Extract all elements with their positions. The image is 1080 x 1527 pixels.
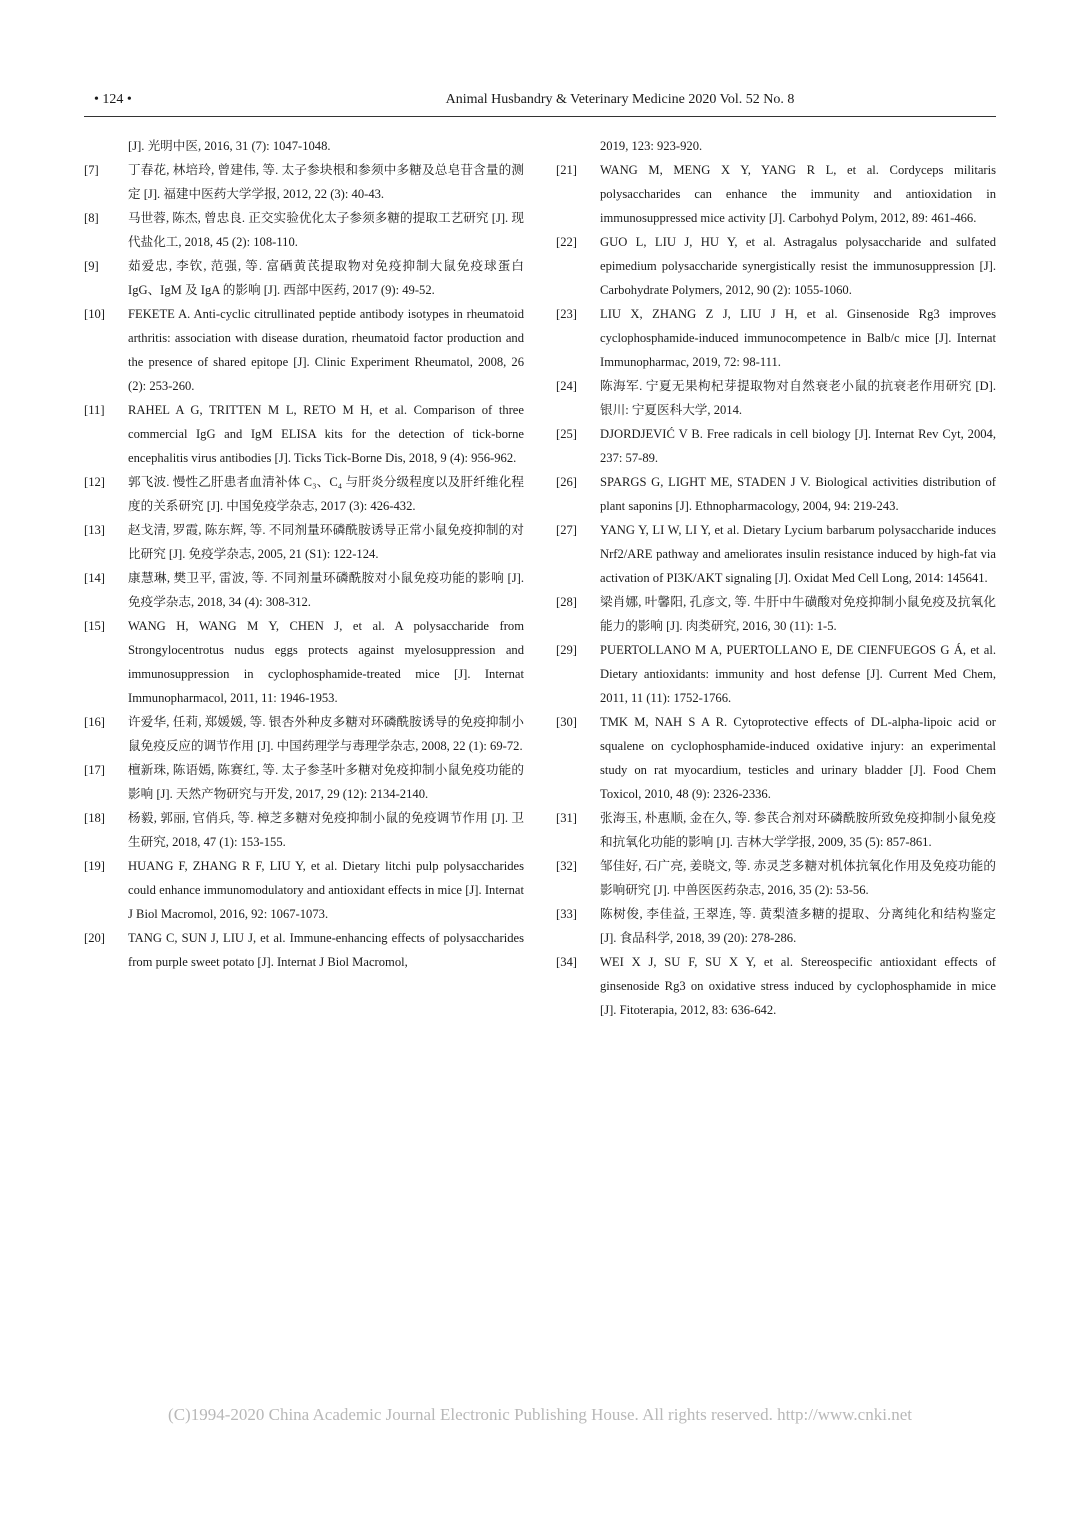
reference-item [84, 470, 524, 518]
reference-item [556, 806, 996, 854]
reference-number: [24] [556, 379, 577, 393]
references-columns [84, 134, 996, 1022]
reference-text: TMK M, NAH S A R. Cytoprotective effects of DL-alpha-lipoic acid or squalene on cyclophosphamide-induced oxidative injury: an experimental study on rat myocardium, testicles and urinary bladder [J]. Food Chem Toxicol, 2010, 48 (9): 2326-2336. [600, 715, 996, 801]
reference-item [556, 638, 996, 710]
reference-number: [7] [84, 163, 99, 177]
reference-number: [19] [84, 859, 105, 873]
reference-text: SPARGS G, LIGHT ME, STADEN J V. Biological activities distribution of plant saponins [J]. Ethnopharmacology, 2004, 94: 219-243. [600, 475, 996, 513]
reference-item [84, 566, 524, 614]
reference-item [84, 758, 524, 806]
reference-text: WEI X J, SU F, SU X Y, et al. Stereospecific antioxidant effects of ginsenoside Rg3 on oxidative stress induced by cyclophosphamide in mice [J]. Fitoterapia, 2012, 83: 636-642. [600, 955, 996, 1017]
reference-item [84, 206, 524, 254]
reference-text: GUO L, LIU J, HU Y, et al. Astragalus polysaccharide and sulfated epimedium polysaccharide synergistically resist the immunosuppression [J]. Carbohydrate Polymers, 2012, 90 (2): 1055-1060. [600, 235, 996, 297]
reference-item [556, 590, 996, 638]
reference-text: 梁肖娜, 叶馨阳, 孔彦文, 等. 牛肝中牛磺酸对免疫抑制小鼠免疫及抗氧化能力的影响 [J]. 肉类研究, 2016, 30 (11): 1-5. [600, 595, 996, 633]
reference-text: TANG C, SUN J, LIU J, et al. Immune-enhancing effects of polysaccharides from purple sweet potato [J]. Internat J Biol Macromol, [128, 931, 524, 969]
reference-number [84, 134, 128, 158]
reference-item [84, 806, 524, 854]
reference-number: [8] [84, 211, 99, 225]
left-column [84, 134, 524, 1022]
reference-item [84, 134, 524, 158]
reference-item [556, 854, 996, 902]
reference-text: 赵戈清, 罗霞, 陈东辉, 等. 不同剂量环磷酰胺诱导正常小鼠免疫抑制的对比研究 [J]. 免疫学杂志, 2005, 21 (S1): 122-124. [128, 523, 524, 561]
reference-number: [27] [556, 523, 577, 537]
reference-item [84, 158, 524, 206]
reference-number: [25] [556, 427, 577, 441]
reference-item [84, 254, 524, 302]
reference-number: [31] [556, 811, 577, 825]
reference-text: 陈海军. 宁夏无果枸杞芽提取物对自然衰老小鼠的抗衰老作用研究 [D]. 银川: 宁夏医科大学, 2014. [600, 379, 996, 417]
reference-item [556, 230, 996, 302]
reference-number: [22] [556, 235, 577, 249]
reference-text: PUERTOLLANO M A, PUERTOLLANO E, DE CIENFUEGOS G Á, et al. Dietary antioxidants: immunity and host defense [J]. Current Med Chem, 2011, 11 (11): 1752-1766. [600, 643, 996, 705]
reference-text: DJORDJEVIĆ V B. Free radicals in cell biology [J]. Internat Rev Cyt, 2004, 237: 57-89. [600, 427, 996, 465]
reference-text: FEKETE A. Anti-cyclic citrullinated peptide antibody isotypes in rheumatoid arthritis: association with disease duration, rheumatoid factor production and the presence of shared epitope [J]. Clinic Experiment Rheumatol, 2008, 26 (2): 253-260. [128, 307, 524, 393]
reference-number: [26] [556, 475, 577, 489]
reference-number: [11] [84, 403, 105, 417]
reference-text: [J]. 光明中医, 2016, 31 (7): 1047-1048. [128, 139, 331, 153]
reference-number: [34] [556, 955, 577, 969]
reference-item [84, 710, 524, 758]
reference-number: [10] [84, 307, 105, 321]
reference-number: [29] [556, 643, 577, 657]
reference-item [84, 926, 524, 974]
reference-number: [9] [84, 259, 99, 273]
reference-item [556, 422, 996, 470]
reference-text: 张海玉, 朴惠顺, 金在久, 等. 参芪合剂对环磷酰胺所致免疫抑制小鼠免疫和抗氧化功能的影响 [J]. 吉林大学学报, 2009, 35 (5): 857-861. [600, 811, 996, 849]
reference-number: [20] [84, 931, 105, 945]
reference-number: [23] [556, 307, 577, 321]
reference-number: [18] [84, 811, 105, 825]
reference-number: [16] [84, 715, 105, 729]
reference-number [556, 134, 600, 158]
journal-title: Animal Husbandry & Veterinary Medicine 2020 Vol. 52 No. 8 [445, 92, 795, 107]
reference-number: [21] [556, 163, 577, 177]
reference-text: YANG Y, LI W, LI Y, et al. Dietary Lycium barbarum polysaccharide induces Nrf2/ARE pathway and ameliorates insulin resistance induced by high-fat via activation of PI3K/AKT signaling [J]. Oxidat Med Cell Long, 2014: 145641. [600, 523, 996, 585]
reference-item [556, 374, 996, 422]
reference-text: 许爱华, 任莉, 郑媛媛, 等. 银杏外种皮多糖对环磷酰胺诱导的免疫抑制小鼠免疫反应的调节作用 [J]. 中国药理学与毒理学杂志, 2008, 22 (1): 69-72. [128, 715, 524, 753]
reference-text: 郭飞波. 慢性乙肝患者血清补体 C₃、C₄ 与肝炎分级程度以及肝纤维化程度的关系研究 [J]. 中国免疫学杂志, 2017 (3): 426-432. [128, 475, 524, 513]
reference-text: 檀新珠, 陈语嫣, 陈赛红, 等. 太子参茎叶多糖对免疫抑制小鼠免疫功能的影响 [J]. 天然产物研究与开发, 2017, 29 (12): 2134-2140. [128, 763, 524, 801]
reference-text: 杨毅, 郭丽, 官俏兵, 等. 樟芝多糖对免疫抑制小鼠的免疫调节作用 [J]. 卫生研究, 2018, 47 (1): 153-155. [128, 811, 524, 849]
reference-text: 2019, 123: 923-920. [600, 139, 703, 153]
reference-number: [32] [556, 859, 577, 873]
reference-item [556, 710, 996, 806]
reference-text: 马世蓉, 陈杰, 曾忠良. 正交实验优化太子参须多糖的提取工艺研究 [J]. 现代盐化工, 2018, 45 (2): 108-110. [128, 211, 524, 249]
reference-item [556, 902, 996, 950]
reference-item [556, 950, 996, 1022]
reference-text: 茹爱忠, 李钦, 范强, 等. 富硒黄芪提取物对免疫抑制大鼠免疫球蛋白 IgG、IgM 及 IgA 的影响 [J]. 西部中医药, 2017 (9): 49-52. [128, 259, 524, 297]
reference-item [556, 302, 996, 374]
reference-item [556, 134, 996, 158]
reference-item [556, 158, 996, 230]
reference-item [556, 518, 996, 590]
copyright-footer: (C)1994-2020 China Academic Journal Electronic Publishing House. All rights reserved. http://www.cnki.net [168, 1405, 912, 1424]
right-column [556, 134, 996, 1022]
reference-text: 邹佳好, 石广亮, 姜晓文, 等. 赤灵芝多糖对机体抗氧化作用及免疫功能的影响研究 [J]. 中兽医医药杂志, 2016, 35 (2): 53-56. [600, 859, 996, 897]
reference-number: [14] [84, 571, 105, 585]
reference-item [84, 854, 524, 926]
reference-item [556, 470, 996, 518]
reference-text: WANG M, MENG X Y, YANG R L, et al. Cordyceps militaris polysaccharides can enhance the immunity and antioxidation in immunosuppressed mice activity [J]. Carbohyd Polym, 2012, 89: 461-466. [600, 163, 996, 225]
reference-text: LIU X, ZHANG Z J, LIU J H, et al. Ginsenoside Rg3 improves cyclophosphamide-induced immunocompetence in Balb/c mice [J]. Internat Immunopharmac, 2019, 72: 98-111. [600, 307, 996, 369]
reference-number: [30] [556, 715, 577, 729]
reference-item [84, 614, 524, 710]
reference-text: RAHEL A G, TRITTEN M L, RETO M H, et al. Comparison of three commercial IgG and IgM ELISA kits for the detection of tick-borne encephalitis virus antibodies [J]. Ticks Tick-Borne Dis, 2018, 9 (4): 956-962. [128, 403, 524, 465]
reference-number: [28] [556, 595, 577, 609]
reference-number: [13] [84, 523, 105, 537]
reference-text: WANG H, WANG M Y, CHEN J, et al. A polysaccharide from Strongylocentrotus nudus eggs protects against myelosuppression and immunosuppression in cyclophosphamide-treated mice [J]. Internat Immunopharmacol, 2011, 11: 1946-1953. [128, 619, 524, 705]
reference-number: [15] [84, 619, 105, 633]
reference-item [84, 398, 524, 470]
reference-item [84, 302, 524, 398]
page-number: • 124 • [94, 92, 132, 107]
reference-number: [12] [84, 475, 105, 489]
reference-text: HUANG F, ZHANG R F, LIU Y, et al. Dietary litchi pulp polysaccharides could enhance immunomodulatory and antioxidant effects in mice [J]. Internat J Biol Macromol, 2016, 92: 1067-1073. [128, 859, 524, 921]
reference-text: 陈树俊, 李佳益, 王翠连, 等. 黄梨渣多糖的提取、分离纯化和结构鉴定 [J]. 食品科学, 2018, 39 (20): 278-286. [600, 907, 996, 945]
page-header [84, 90, 996, 117]
reference-item [84, 518, 524, 566]
reference-number: [17] [84, 763, 105, 777]
reference-text: 丁春花, 林培玲, 曾建伟, 等. 太子参块根和参须中多糖及总皂苷含量的测定 [J]. 福建中医药大学学报, 2012, 22 (3): 40-43. [128, 163, 524, 201]
reference-text: 康慧琳, 樊卫平, 雷波, 等. 不同剂量环磷酰胺对小鼠免疫功能的影响 [J]. 免疫学杂志, 2018, 34 (4): 308-312. [128, 571, 524, 609]
reference-number: [33] [556, 907, 577, 921]
